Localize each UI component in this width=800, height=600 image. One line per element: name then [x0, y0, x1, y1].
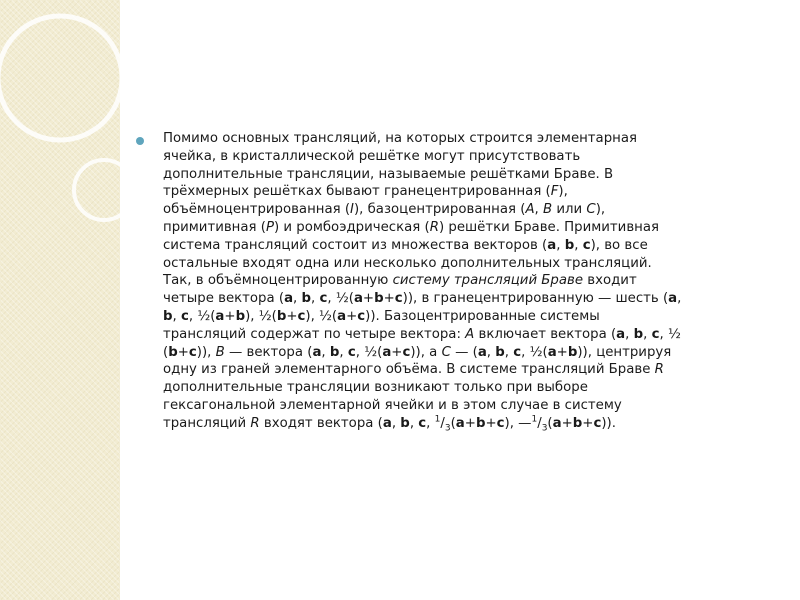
text-run: + — [582, 415, 594, 431]
text-line — [163, 183, 773, 201]
text-line — [163, 201, 773, 219]
text-run: / — [537, 415, 542, 431]
text-run: a — [668, 291, 678, 307]
text-run: или — [552, 202, 587, 218]
text-run: ), — [595, 202, 606, 218]
text-run: ) решётки Браве. Примитивная — [438, 219, 659, 235]
text-run: )), в гранецентрированную — шесть ( — [402, 291, 669, 307]
decorative-ring-small — [74, 160, 134, 220]
text-run: A — [525, 202, 535, 218]
text-run: , — [534, 202, 544, 218]
text-line — [163, 344, 773, 362]
slide-content — [136, 130, 776, 433]
text-run: + — [177, 344, 189, 360]
text-run: остальные входят одна или несколько дополнительных трансляций. — [163, 255, 652, 271]
text-run: ( — [450, 415, 456, 431]
text-run: b — [572, 415, 583, 431]
text-run: дополнительные трансляции возникают только при выборе — [163, 380, 588, 396]
text-run: , — [321, 344, 330, 360]
text-run: + — [286, 308, 298, 324]
text-run: c — [496, 415, 505, 431]
text-run: трёхмерных решётках бывают гранецентрированная ( — [163, 184, 551, 200]
text-run: b — [329, 344, 340, 360]
text-run: , — [625, 326, 634, 342]
text-run: )), центрируя — [577, 344, 672, 360]
text-run: b — [567, 344, 578, 360]
text-run: + — [383, 291, 395, 307]
text-run: , — [556, 237, 565, 253]
text-run: a — [455, 415, 465, 431]
decorative-ring-large — [0, 16, 122, 140]
text-run: + — [556, 344, 568, 360]
text-run: b — [495, 344, 505, 360]
text-run: A — [465, 326, 475, 342]
text-run: , ½( — [327, 291, 354, 307]
text-run: ( — [547, 415, 553, 431]
text-run: четыре вектора ( — [163, 291, 285, 307]
text-run: , — [486, 344, 496, 360]
text-run: 1 — [434, 414, 441, 425]
text-line — [163, 166, 773, 184]
text-run: , — [172, 308, 181, 324]
text-run: a — [215, 308, 225, 324]
text-run: включает вектора ( — [474, 326, 617, 342]
text-run: R — [654, 362, 664, 378]
text-run: c — [181, 308, 189, 324]
text-run: входит — [583, 273, 637, 289]
text-run: c — [357, 308, 366, 324]
text-run: + — [464, 415, 476, 431]
text-run: гексагональной элементарной ячейки и в этом случае в систему — [163, 397, 622, 413]
text-run: b — [276, 308, 287, 324]
text-run: P — [265, 219, 274, 235]
text-run: b — [633, 326, 644, 342]
text-run: + — [224, 308, 236, 324]
text-run: ), — — [504, 415, 532, 431]
text-run: a — [382, 415, 392, 431]
text-run: c — [297, 308, 306, 324]
text-line — [163, 397, 773, 415]
text-run: a — [382, 344, 392, 360]
text-line — [163, 148, 773, 166]
text-run: трансляций содержат по четыре вектора: — [163, 326, 466, 342]
text-run: 3 — [541, 423, 548, 434]
text-line — [163, 255, 773, 273]
text-run: ), ½( — [245, 308, 277, 324]
text-line — [163, 130, 773, 148]
text-run: , — [504, 344, 514, 360]
text-run: примитивная ( — [163, 219, 266, 235]
text-run: Помимо основных трансляций, на которых строится элементарная — [163, 131, 637, 146]
text-run: a — [312, 344, 322, 360]
text-run: B — [543, 202, 553, 218]
text-run: c — [513, 344, 522, 360]
text-run: , — [574, 237, 583, 253]
text-run: a — [337, 308, 347, 324]
text-run: a — [547, 237, 557, 253]
text-run: b — [163, 308, 173, 324]
text-run: )). Базоцентрированные системы — [365, 308, 600, 324]
text-run: a — [616, 326, 626, 342]
text-run: , — [409, 415, 419, 431]
text-run: ) и ромбоэдрическая ( — [273, 219, 430, 235]
text-run: ), — [558, 184, 568, 200]
text-run: 3 — [444, 423, 451, 434]
text-run: систему трансляций Браве — [392, 273, 584, 289]
text-run: + — [346, 308, 358, 324]
text-run: , — [339, 344, 348, 360]
text-run: R — [429, 219, 439, 235]
text-run: , ½( — [355, 344, 383, 360]
text-run: c — [394, 291, 403, 307]
text-run: Так, в объёмноцентрированную — [163, 273, 393, 289]
text-run: b — [301, 291, 312, 307]
text-run: , ½ — [659, 326, 681, 342]
text-run: ), ½( — [305, 308, 338, 324]
text-run: c — [593, 415, 602, 431]
text-run: R — [250, 415, 260, 431]
text-run: трансляций — [163, 415, 251, 431]
text-line — [163, 379, 773, 397]
text-run: , — [311, 291, 320, 307]
text-run: + — [362, 291, 375, 307]
text-run: + — [485, 415, 497, 431]
text-run: , ½( — [188, 308, 216, 324]
text-run: c — [418, 415, 427, 431]
text-run: c — [347, 344, 356, 360]
text-run: a — [477, 344, 487, 360]
text-run: c — [188, 344, 197, 360]
text-run: — ( — [450, 344, 478, 360]
text-run: ), базоцентрированная ( — [353, 202, 526, 218]
text-run: + — [561, 415, 573, 431]
text-run: + — [391, 344, 403, 360]
bullet-icon — [136, 137, 144, 145]
text-line — [163, 290, 773, 308]
text-run: b — [475, 415, 486, 431]
text-run: b — [235, 308, 246, 324]
text-run: ), во все — [590, 237, 648, 253]
text-run: )). — [601, 415, 616, 431]
text-run: c — [582, 237, 591, 253]
text-run: , — [643, 326, 652, 342]
text-run: c — [651, 326, 660, 342]
text-line — [163, 237, 773, 255]
text-run: , — [426, 415, 435, 431]
text-run: 1 — [531, 414, 538, 425]
text-line — [163, 219, 773, 237]
text-run: c — [319, 291, 328, 307]
text-run: b — [564, 237, 575, 253]
text-line — [163, 415, 773, 433]
text-run: a — [552, 415, 562, 431]
text-run: a — [353, 291, 363, 307]
text-run: дополнительные трансляции, называемые решётками Браве. В — [163, 166, 614, 182]
text-line — [163, 326, 773, 344]
text-run: , — [293, 291, 302, 307]
text-run: — вектора ( — [224, 344, 313, 360]
text-line — [163, 272, 773, 290]
text-run: входят вектора ( — [259, 415, 383, 431]
text-run: F — [550, 184, 559, 200]
text-run: c — [402, 344, 411, 360]
text-run: a — [284, 291, 294, 307]
text-run: b — [374, 291, 384, 307]
text-line — [163, 308, 773, 326]
text-run: , — [391, 415, 401, 431]
text-run: ячейка, в кристаллической решётке могут присутствовать — [163, 148, 581, 164]
text-run: одну из граней элементарного объёма. В системе трансляций Браве — [163, 362, 655, 378]
text-run: )), а — [410, 344, 442, 360]
text-run: b — [400, 415, 410, 431]
text-run: объёмноцентрированная ( — [163, 202, 351, 218]
text-run: , ½( — [521, 344, 548, 360]
text-run: B — [215, 344, 225, 360]
body-paragraph — [163, 130, 773, 433]
text-run: )), — [196, 344, 216, 360]
text-line — [163, 361, 773, 379]
text-run: C — [586, 202, 596, 218]
text-run: система трансляций состоит из множества векторов ( — [163, 237, 548, 253]
text-run: , — [677, 291, 682, 307]
text-run: ( — [163, 344, 169, 360]
text-run: / — [440, 415, 445, 431]
text-run: I — [350, 202, 354, 218]
text-run: a — [547, 344, 557, 360]
text-run: C — [441, 344, 451, 360]
text-run: b — [168, 344, 178, 360]
